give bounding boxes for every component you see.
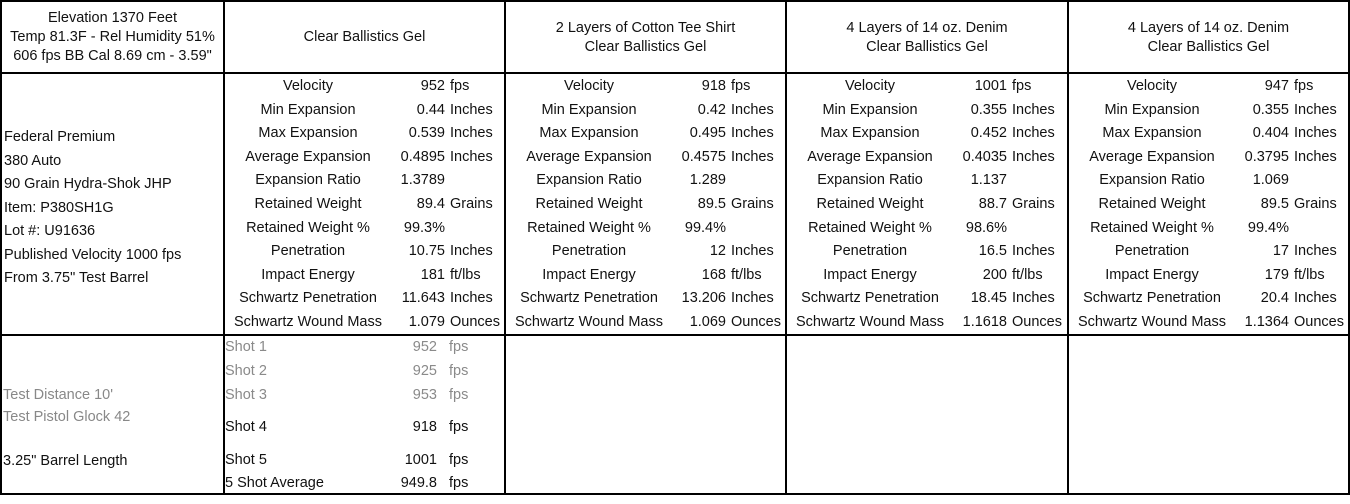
column-header-1-line-1: Clear Ballistics Gel: [303, 29, 426, 45]
metric-value: 16.5: [978, 243, 1007, 260]
metric-row: [225, 217, 505, 241]
metric-row: [787, 75, 1067, 99]
shot-unit: fps: [449, 339, 469, 355]
metric-unit: ft/lbs: [1294, 266, 1325, 283]
metric-value: 89.4: [416, 196, 445, 212]
metric-label: Schwartz Wound Mass: [514, 314, 663, 330]
metric-value: 1.289: [689, 172, 726, 189]
metric-unit: Inches: [1012, 125, 1055, 142]
metric-label: Schwartz Wound Mass: [795, 314, 944, 330]
metric-label: Penetration: [551, 243, 627, 260]
shot-label: Shot 5: [225, 452, 267, 468]
metric-label: Min Expansion: [822, 101, 918, 118]
metric-row: [225, 146, 505, 170]
metric-label: Retained Weight: [816, 196, 924, 212]
metric-row: [506, 99, 786, 123]
metric-value: 0.355: [1252, 101, 1289, 118]
metric-value: 952: [420, 78, 445, 94]
metric-label: Min Expansion: [260, 101, 356, 118]
metric-value: 98.6%: [965, 219, 1007, 236]
metric-value: 0.4035: [962, 148, 1007, 165]
metric-label: Max Expansion: [820, 125, 920, 142]
left-border: [0, 0, 2, 495]
metric-value: 181: [420, 266, 445, 283]
metric-unit: Ounces: [1012, 314, 1062, 330]
metric-row: [787, 217, 1067, 241]
metric-value: 17: [1272, 243, 1289, 260]
metric-label: Impact Energy: [823, 266, 917, 283]
metric-label: Penetration: [270, 243, 346, 260]
metric-row: [1069, 169, 1349, 193]
metric-value: 0.539: [408, 125, 445, 142]
metric-label: Retained Weight: [1098, 196, 1206, 212]
metric-unit: Inches: [1294, 125, 1337, 142]
metric-unit: Inches: [450, 243, 493, 260]
metric-value: 89.5: [1260, 196, 1289, 212]
metric-row: [225, 264, 505, 288]
metric-value: 0.4575: [681, 148, 726, 165]
metric-row: [787, 99, 1067, 123]
metric-row: [506, 75, 786, 99]
metric-row: [506, 122, 786, 146]
metric-unit: Inches: [1012, 148, 1055, 165]
metric-label: Average Expansion: [245, 148, 371, 165]
metric-row: [1069, 217, 1349, 241]
metric-value: 947: [1264, 78, 1289, 94]
shot-value: 949.8: [400, 475, 437, 491]
metric-value: 168: [701, 266, 726, 283]
metric-value: 99.3%: [403, 219, 445, 236]
metric-unit: Inches: [1012, 290, 1055, 307]
metric-row: [787, 146, 1067, 170]
shot-value: 925: [412, 363, 437, 379]
shot-value: 918: [412, 419, 437, 435]
metric-value: 99.4%: [684, 219, 726, 236]
metric-value: 20.4: [1260, 290, 1289, 307]
metric-value: 18.45: [970, 290, 1007, 307]
metric-unit: Inches: [1012, 243, 1055, 260]
column-header-3-line-2: Clear Ballistics Gel: [866, 38, 988, 55]
metric-label: Schwartz Penetration: [1083, 290, 1221, 307]
shot-value: 1001: [404, 452, 437, 468]
metric-value: 13.206: [681, 290, 726, 307]
bullet-info: [4, 126, 181, 291]
column-header-2-line-1: 2 Layers of Cotton Tee Shirt: [555, 19, 736, 36]
metric-value: 1.069: [689, 314, 726, 330]
metric-value: 1.137: [970, 172, 1007, 189]
published-velocity: Published Velocity 1000 fps: [4, 246, 182, 263]
metric-value: 88.7: [978, 196, 1007, 212]
metric-label: Schwartz Penetration: [239, 290, 377, 307]
metric-row: [1069, 240, 1349, 264]
metric-label: Schwartz Penetration: [801, 290, 939, 307]
column-header-3: [787, 2, 1067, 73]
column-header-4-line-1: 4 Layers of 14 oz. Denim: [1127, 19, 1290, 36]
metric-unit: Inches: [731, 243, 774, 260]
metric-unit: Inches: [731, 125, 774, 142]
metric-value: 200: [982, 266, 1007, 283]
metric-unit: fps: [1294, 78, 1314, 94]
metric-row: [1069, 99, 1349, 123]
shot-unit: fps: [449, 363, 469, 379]
metric-label: Max Expansion: [539, 125, 639, 142]
temperature-text: Temp 81.3F - Rel Humidity 51%: [10, 29, 215, 45]
metric-value: 1001: [974, 78, 1007, 94]
metric-unit: Ounces: [731, 314, 781, 330]
metric-value: 89.5: [697, 196, 726, 212]
barrel-length: 3.25" Barrel Length: [3, 453, 128, 469]
metric-value: 99.4%: [1247, 219, 1289, 236]
metric-value: 179: [1264, 266, 1289, 283]
metric-unit: fps: [1012, 78, 1032, 94]
test-distance: Test Distance 10': [3, 387, 113, 403]
metric-row: [787, 193, 1067, 217]
metric-unit: Inches: [1294, 148, 1337, 165]
shot-label: Shot 2: [225, 363, 267, 379]
elevation-text: Elevation 1370 Feet: [48, 10, 177, 26]
metric-row: [1069, 264, 1349, 288]
metric-row: [787, 240, 1067, 264]
metric-unit: Inches: [1294, 101, 1337, 118]
shot-label: Shot 4: [225, 419, 267, 435]
metric-unit: Grains: [731, 196, 774, 212]
metric-label: Average Expansion: [1089, 148, 1215, 165]
column-header-2: [506, 2, 785, 73]
metric-row: [1069, 311, 1349, 335]
metric-value: 0.495: [689, 125, 726, 142]
metric-value: 918: [701, 78, 726, 94]
metric-row: [787, 122, 1067, 146]
bullet-type: 90 Grain Hydra-Shok JHP: [4, 176, 172, 192]
metric-label: Impact Energy: [542, 266, 636, 283]
metric-row: [787, 264, 1067, 288]
bb-calibration-text: 606 fps BB Cal 8.69 cm - 3.59": [13, 48, 212, 64]
metric-row: [506, 193, 786, 217]
metric-value: 1.1618: [962, 314, 1007, 330]
metric-unit: Inches: [450, 101, 493, 118]
metric-unit: ft/lbs: [450, 266, 481, 283]
metric-label: Max Expansion: [1102, 125, 1202, 142]
shot-label: Shot 3: [225, 387, 267, 403]
metric-value: 0.404: [1252, 125, 1289, 142]
metric-value: 12: [709, 243, 726, 260]
column-header-2-line-2: Clear Ballistics Gel: [584, 38, 707, 55]
metric-unit: Inches: [731, 101, 774, 118]
metric-row: [225, 311, 505, 335]
metric-value: 10.75: [408, 243, 445, 260]
metric-label: Min Expansion: [1104, 101, 1200, 118]
metric-row: [225, 287, 505, 311]
metric-row: [787, 287, 1067, 311]
metric-value: 1.1364: [1244, 314, 1289, 330]
metric-value: 0.3795: [1244, 148, 1289, 165]
metric-label: Schwartz Wound Mass: [1077, 314, 1226, 330]
metric-label: Min Expansion: [541, 101, 637, 118]
metric-row: [506, 169, 786, 193]
shot-value: 952: [412, 339, 437, 355]
caliber: 380 Auto: [4, 152, 62, 169]
metric-row: [1069, 287, 1349, 311]
metric-label: Impact Energy: [261, 266, 355, 283]
metric-row: [506, 146, 786, 170]
metric-row: [1069, 75, 1349, 99]
metric-label: Velocity: [1127, 78, 1177, 94]
bottom-border: [0, 493, 1350, 495]
column-header-3-line-1: 4 Layers of 14 oz. Denim: [846, 19, 1008, 36]
metric-row: [225, 193, 505, 217]
metric-label: Retained Weight %: [1090, 219, 1214, 236]
metric-row: [225, 240, 505, 264]
shot-unit: fps: [449, 387, 469, 403]
metric-value: 1.3789: [400, 172, 445, 189]
metric-row: [225, 122, 505, 146]
metric-label: Expansion Ratio: [536, 172, 642, 189]
metric-row: [506, 264, 786, 288]
metric-unit: ft/lbs: [731, 266, 762, 283]
metric-unit: Inches: [450, 148, 493, 165]
metric-row: [787, 311, 1067, 335]
metric-label: Average Expansion: [526, 148, 652, 165]
metric-row: [506, 287, 786, 311]
metric-row: [1069, 193, 1349, 217]
metric-label: Velocity: [845, 78, 895, 94]
metric-label: Schwartz Penetration: [520, 290, 658, 307]
metric-unit: Inches: [1294, 290, 1337, 307]
metric-row: [1069, 122, 1349, 146]
metric-label: Retained Weight: [254, 196, 362, 212]
shot-unit: fps: [449, 452, 469, 468]
metric-value: 0.452: [970, 125, 1007, 142]
column-header-4-line-2: Clear Ballistics Gel: [1147, 38, 1270, 55]
metric-label: Penetration: [832, 243, 908, 260]
shot-unit: fps: [449, 475, 469, 491]
metric-label: Expansion Ratio: [1099, 172, 1205, 189]
metric-label: Expansion Ratio: [817, 172, 923, 189]
lot-number: Lot #: U91636: [4, 223, 96, 239]
metric-unit: Grains: [450, 196, 493, 212]
metric-unit: Inches: [450, 125, 493, 142]
metric-row: [506, 311, 786, 335]
metric-value: 0.42: [697, 101, 726, 118]
shot-value: 953: [412, 387, 437, 403]
metric-value: 0.44: [416, 101, 445, 118]
metric-value: 0.355: [970, 101, 1007, 118]
metric-row: [506, 217, 786, 241]
metric-label: Max Expansion: [258, 125, 358, 142]
metric-label: Impact Energy: [1105, 266, 1199, 283]
metric-unit: Ounces: [450, 314, 500, 330]
metric-row: [506, 240, 786, 264]
manufacturer: Federal Premium: [4, 129, 116, 145]
item-number: Item: P380SH1G: [4, 199, 114, 216]
metric-label: Schwartz Wound Mass: [233, 314, 382, 330]
metric-label: Retained Weight %: [808, 219, 932, 236]
metric-row: [225, 75, 505, 99]
shot-label: Shot 1: [225, 339, 267, 355]
metric-row: [225, 169, 505, 193]
metric-unit: Grains: [1294, 196, 1337, 212]
metric-label: Retained Weight %: [527, 219, 651, 236]
column-header-4: [1069, 2, 1348, 73]
metric-unit: fps: [450, 78, 470, 94]
metric-label: Expansion Ratio: [255, 172, 361, 189]
metric-unit: Inches: [1294, 243, 1337, 260]
shot-unit: fps: [449, 419, 469, 435]
test-barrel: From 3.75" Test Barrel: [4, 270, 149, 286]
metric-unit: fps: [731, 78, 751, 94]
metric-unit: Inches: [450, 290, 493, 307]
metric-unit: Ounces: [1294, 314, 1344, 330]
metric-label: Retained Weight %: [246, 219, 370, 236]
conditions-header: [2, 2, 223, 73]
metric-row: [787, 169, 1067, 193]
metric-label: Average Expansion: [807, 148, 933, 165]
metric-unit: Inches: [1012, 101, 1055, 118]
metric-row: [225, 99, 505, 123]
test-pistol: Test Pistol Glock 42: [3, 409, 131, 425]
metric-value: 11.643: [401, 290, 445, 307]
column-header-1: [225, 2, 504, 73]
metric-label: Retained Weight: [535, 196, 643, 212]
metric-value: 1.069: [1252, 172, 1289, 189]
metric-unit: Inches: [731, 290, 774, 307]
shot-label: 5 Shot Average: [225, 475, 324, 491]
metric-label: Penetration: [1114, 243, 1190, 260]
metric-value: 1.079: [408, 314, 445, 330]
metric-value: 0.4895: [400, 148, 445, 165]
metric-label: Velocity: [283, 78, 333, 94]
metric-unit: Inches: [731, 148, 774, 165]
metric-unit: ft/lbs: [1012, 266, 1043, 283]
metric-label: Velocity: [564, 78, 614, 94]
metric-unit: Grains: [1012, 196, 1055, 212]
metric-row: [1069, 146, 1349, 170]
